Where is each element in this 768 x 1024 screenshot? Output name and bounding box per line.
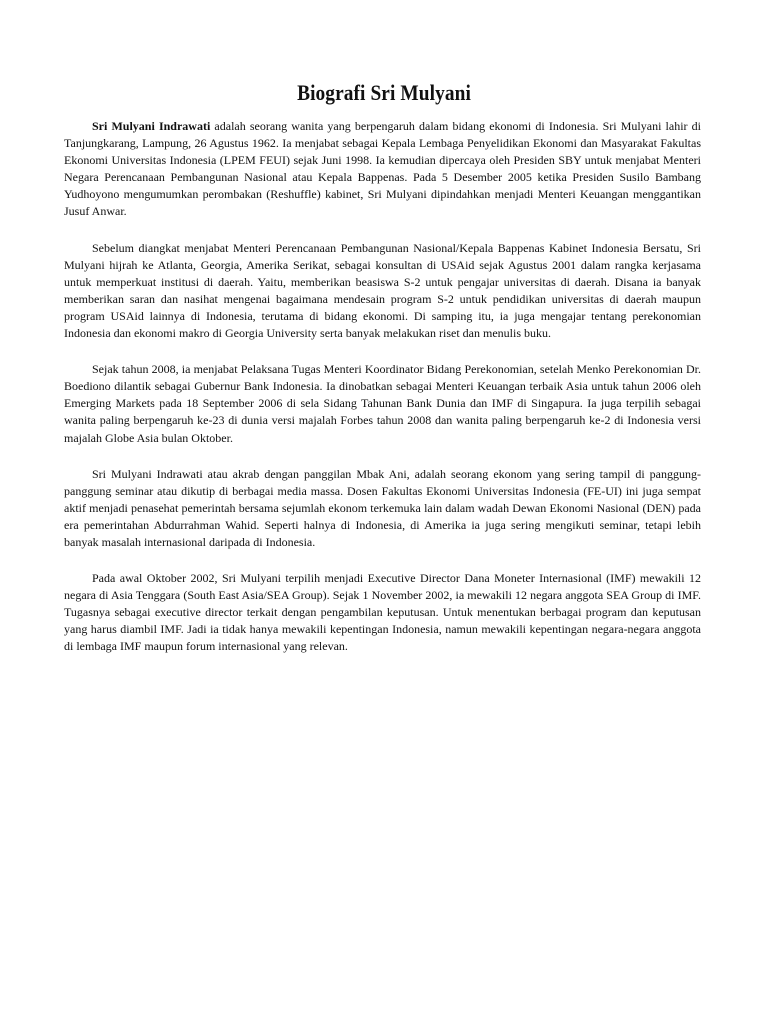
paragraph-3-text: Sejak tahun 2008, ia menjabat Pelaksana Tugas Menteri Koordinator Bidang Perekonomian, setelah Menko Perekonomian Dr. Boediono dilantik sebagai Gubernur Bank Indonesia. Ia dinobatkan sebagai Menteri Keuangan terbaik Asia untuk tahun 2006 oleh Emerging Markets pada 18 September 2006 di sela Sidang Tahunan Bank Dunia dan IMF di Singapura. Ia juga terpilih sebagai wanita paling berpengaruh ke-23 di dunia versi majalah Forbes tahun 2008 dan wanita paling berpengaruh ke-2 di Indonesia versi majalah Globe Asia bulan Oktober. (64, 362, 701, 445)
document-title: Biografi Sri Mulyani (297, 80, 471, 105)
paragraph-4-text: Sri Mulyani Indrawati atau akrab dengan panggilan Mbak Ani, adalah seorang ekonom yang sering tampil di panggung-panggung seminar atau dikutip di berbagai media massa. Dosen Fakultas Ekonomi Universitas Indonesia (FE-UI) ini juga sempat aktif menjadi penasehat pemerintah bersama sejumlah ekonom terkemuka lain dalam wadah Dewan Ekonomi Nasional (DEN) pada era pemerintahan Abdurrahman Wahid. Seperti halnya di Indonesia, di Amerika ia juga sering mengikuti seminar, tetapi lebih banyak masalah internasional daripada di Indonesia. (64, 466, 701, 549)
paragraph-3 (64, 361, 701, 446)
document-body (64, 118, 701, 675)
paragraph-2 (64, 240, 701, 343)
paragraph-5-text: Pada awal Oktober 2002, Sri Mulyani terpilih menjadi Executive Director Dana Moneter Internasional (IMF) mewakili 12 negara di Asia Tenggara (South East Asia/SEA Group). Sejak 1 November 2002, ia mewakili 12 negara anggota SEA Group di IMF. Tugasnya sebagai executive director terkait dengan pengambilan keputusan. Untuk menentukan berbagai program dan keputusan yang harus diambil IMF. Jadi ia tidak hanya mewakili kepentingan Indonesia, namun mewakili kepentingan negara-negara anggota di lembaga IMF maupun forum internasional yang relevan. (64, 571, 701, 654)
paragraph-5 (64, 570, 701, 655)
paragraph-2-text: Sebelum diangkat menjabat Menteri Perencanaan Pembangunan Nasional/Kepala Bappenas Kabinet Indonesia Bersatu, Sri Mulyani hijrah ke Atlanta, Georgia, Amerika Serikat, sebagai konsultan di USAid sejak Agustus 2001 dalam rangka kerjasama untuk memperkuat institusi di daerah. Yaitu, memberikan beasiswa S-2 untuk pengajar universitas di daerah. Disana ia banyak memberikan saran dan nasihat mengenai bagaimana mendesain program S-2 untuk pendidikan universitas di daerah maupun program USAid lainnya di Indonesia, terutama di bidang ekonomi. Di samping itu, ia juga mengajar tentang perekonomian Indonesia dan ekonomi makro di Georgia University serta banyak melakukan riset dan menulis buku. (64, 240, 701, 341)
paragraph-1-bold-lead: Sri Mulyani Indrawati (92, 119, 211, 133)
paragraph-1-text: adalah seorang wanita yang berpengaruh dalam bidang ekonomi di Indonesia. Sri Mulyani lahir di Tanjungkarang, Lampung, 26 Agustus 1962. Ia menjabat sebagai Kepala Lembaga Penyelidikan Ekonomi dan Masyarakat Fakultas Ekonomi Universitas Indonesia (LPEM FEUI) sejak Juni 1998. Ia kemudian dipercaya oleh Presiden SBY untuk menjabat Menteri Negara Perencanaan Pembangunan Nasional atau Kepala Bappenas. Pada 5 Desember 2005 ketika Presiden Susilo Bambang Yudhoyono mengumumkan perombakan (Reshuffle) kabinet, Sri Mulyani dipindahkan menjadi Menteri Keuangan menggantikan Jusuf Anwar. (64, 119, 701, 219)
paragraph-1 (64, 118, 701, 221)
paragraph-4 (64, 466, 701, 551)
